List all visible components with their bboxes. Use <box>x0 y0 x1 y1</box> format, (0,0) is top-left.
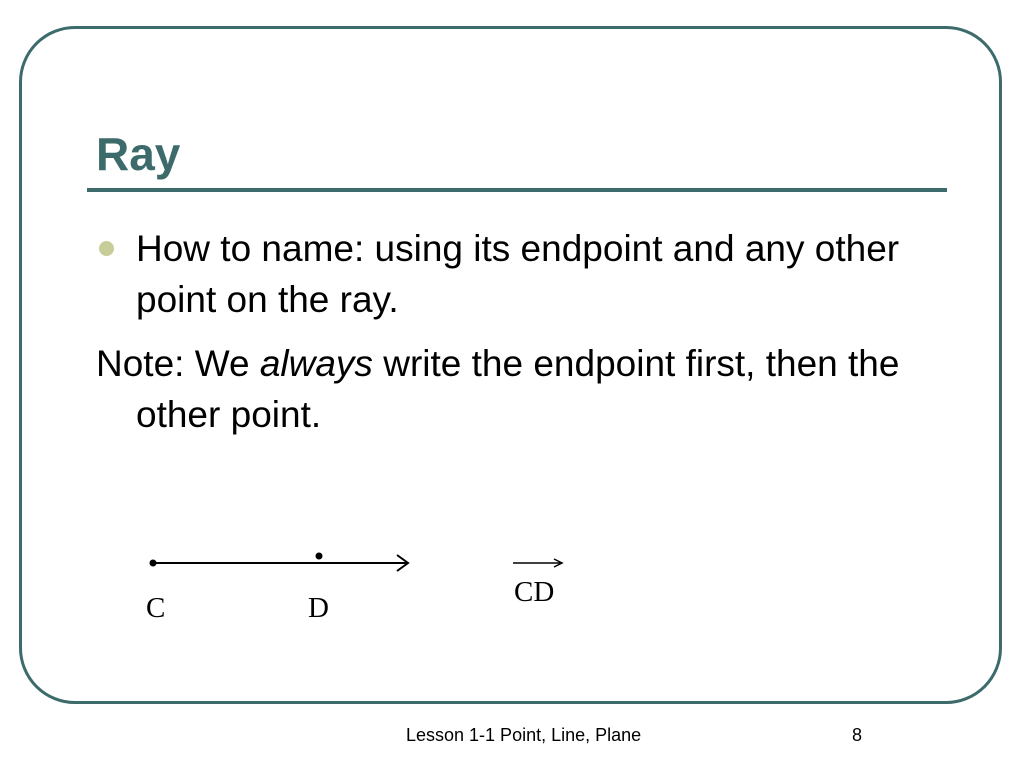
point-d-dot <box>316 553 323 560</box>
note-text-end: write the endpoint first, then the other point. <box>136 343 900 435</box>
ray-notation-label: CD <box>514 576 555 608</box>
slide-title: Ray <box>96 128 181 180</box>
point-d-label: D <box>308 592 329 624</box>
point-c-label: C <box>146 592 166 624</box>
point-c-dot <box>150 560 157 567</box>
note-emphasis: always <box>259 343 373 384</box>
footer-page-number: 8 <box>852 725 863 745</box>
footer-lesson-title: Lesson 1-1 Point, Line, Plane <box>406 725 642 745</box>
note-text-start: Note: We <box>96 343 260 384</box>
bullet-text: How to name: using its endpoint and any other point on the ray. <box>136 228 900 320</box>
